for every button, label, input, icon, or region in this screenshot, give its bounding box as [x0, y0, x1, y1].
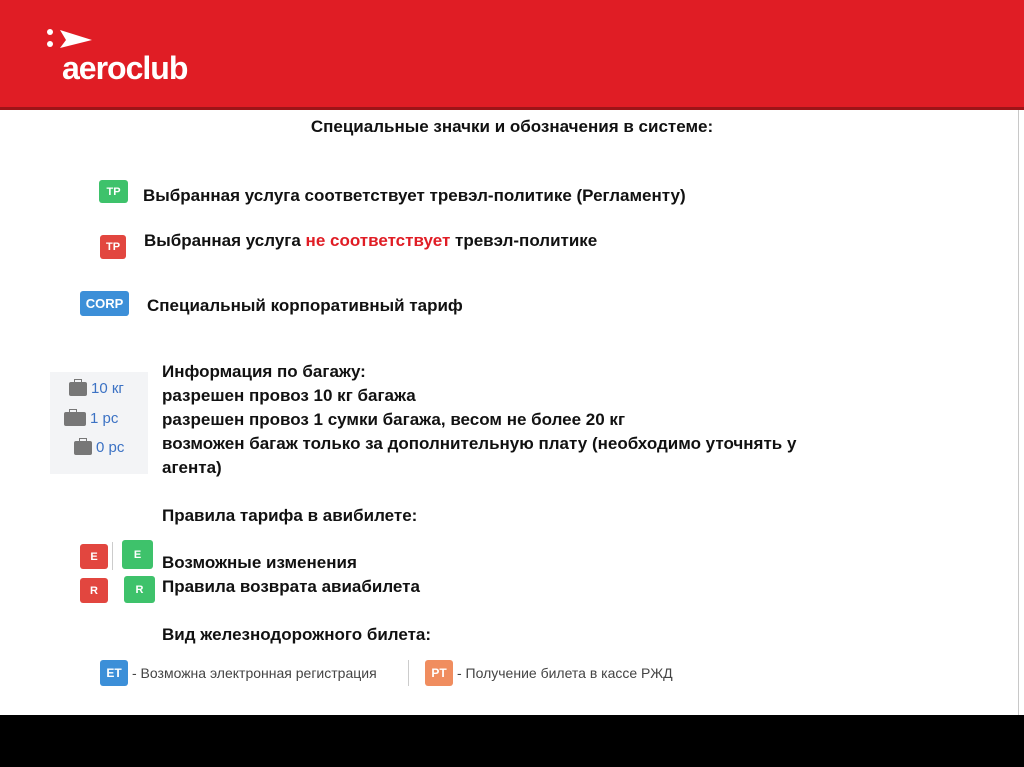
- fare-refund-text: Правила возврата авиабилета: [162, 577, 420, 596]
- corp-badge: [80, 291, 129, 316]
- baggage-10kg-text: разрешен провоз 10 кг багажа: [162, 386, 416, 405]
- rail-pt-legend: [425, 660, 673, 686]
- baggage-legend-0pc-label: 0 pc: [96, 439, 125, 456]
- et-badge: ET: [100, 660, 128, 686]
- footer-bar: [0, 715, 1024, 767]
- rail-et-legend: [100, 660, 377, 686]
- baggage-1pc-text: разрешен провоз 1 сумки багажа, весом не более 20 кг: [162, 410, 626, 429]
- rail-separator: [408, 660, 409, 686]
- tp-compliant-badge: [99, 180, 128, 203]
- exchange-green-badge: [122, 540, 153, 569]
- exchange-red-badge-label: E: [90, 550, 98, 563]
- page-title: Специальные значки и обозначения в системе:: [310, 117, 714, 136]
- tp-noncompliant-text-red: не соответствует: [305, 231, 451, 250]
- baggage-legend-10kg: [69, 380, 124, 397]
- rail-pt-text: - Получение билета в кассе РЖД: [457, 665, 673, 681]
- baggage-legend-1pc: [64, 410, 118, 427]
- exchange-green-badge-label: E: [133, 548, 142, 561]
- fare-changes-text: Возможные изменения: [162, 553, 357, 572]
- corp-text: Специальный корпоративный тариф: [147, 296, 463, 315]
- exchange-red-badge: [80, 544, 108, 569]
- tp-noncompliant-badge-label: TP: [105, 241, 121, 253]
- corp-badge-label: CORP: [85, 296, 124, 311]
- fare-rules-heading: Правила тарифа в авибилете:: [162, 506, 418, 525]
- tp-noncompliant-text-after: тревэл-политике: [450, 231, 598, 250]
- baggage-0pc-text: возможен багаж только за дополнительную плату (необходимо уточнять у: [162, 434, 797, 453]
- baggage-legend-1pc-label: 1 pc: [90, 410, 119, 427]
- header-bar: [0, 0, 1024, 107]
- refund-red-badge-label: R: [90, 584, 98, 597]
- suitcase-icon: [69, 382, 87, 396]
- baggage-legend-10kg-label: 10 кг: [91, 380, 124, 397]
- tp-compliant-badge-label: TP: [106, 185, 121, 198]
- content-border: [1018, 110, 1019, 715]
- logo-text: aeroclub: [62, 50, 188, 86]
- suitcase-icon: [64, 412, 86, 426]
- tp-compliant-text: Выбранная услуга соответствует тревэл-политике (Регламенту): [143, 186, 686, 205]
- tp-noncompliant-badge: [100, 235, 126, 259]
- tp-noncompliant-text-before: Выбранная услуга: [144, 231, 306, 250]
- rail-et-text: - Возможна электронная регистрация: [132, 665, 377, 681]
- baggage-0pc-text-cont: агента): [162, 458, 222, 477]
- header-divider: [0, 107, 1024, 110]
- refund-green-badge: [124, 576, 155, 603]
- rail-heading: Вид железнодорожного билета:: [162, 625, 432, 644]
- baggage-heading: Информация по багажу:: [162, 362, 366, 381]
- pt-badge: PT: [425, 660, 453, 686]
- badge-separator: [112, 542, 113, 570]
- baggage-legend-0pc: [74, 439, 124, 456]
- refund-red-badge: [80, 578, 108, 603]
- suitcase-icon: [74, 441, 92, 455]
- tp-noncompliant-text: [144, 231, 597, 251]
- refund-green-badge-label: R: [135, 583, 144, 596]
